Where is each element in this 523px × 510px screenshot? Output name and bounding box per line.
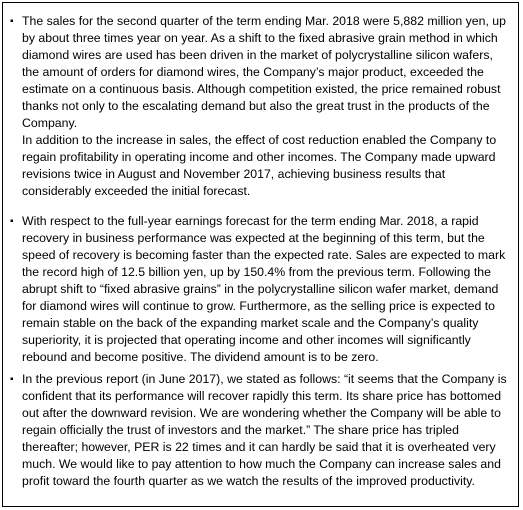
commentary-box <box>2 2 519 507</box>
bullet-icon: ▪ <box>10 16 14 27</box>
paragraph <box>10 13 510 132</box>
bullet-icon: ▪ <box>10 374 14 385</box>
bullet-icon: ▪ <box>10 216 14 227</box>
bullet-section-q2-sales <box>10 13 510 200</box>
paragraph-text: The sales for the second quarter of the term ending Mar. 2018 were 5,882 million yen, up by about three times year on year. As a shift to the fixed abrasive grain method in which diamond wires are used has been driven in the market of polycrystalline silicon wafers, the amount of orders for diamond wires, the Company’s major product, exceeded the estimate on a continuous basis. Although competition existed, the price remained robust thanks not only to the escalating demand but also the great trust in the products of the Company. <box>22 14 506 130</box>
paragraph <box>10 132 510 200</box>
paragraph-text: In the previous report (in June 2017), we stated as follows: “it seems that the Company is confident that its performance will recover rapidly this term. Its share price has bottomed out after the downward revision. We are wondering whether the Company will be able to regain officially the trust of investors and the market.” The share price has tripled thereafter; however, PER is 22 times and it can hardly be said that it is overheated very much. We would like to pay attention to how much the Company can increase sales and profit toward the fourth quarter as we watch the results of the improved productivity. <box>22 372 507 488</box>
bullet-section-forecast <box>10 213 510 366</box>
paragraph <box>10 213 510 366</box>
paragraph-text: In addition to the increase in sales, the effect of cost reduction enabled the Company to regain profitability in operating income and other incomes. The Company made upward revisions twice in August and November 2017, achieving business results that considerably exceeded the initial forecast. <box>22 133 497 198</box>
paragraph <box>10 371 510 490</box>
bullet-section-previous-report <box>10 371 510 490</box>
paragraph-text: With respect to the full-year earnings forecast for the term ending Mar. 2018, a rapid recovery in business performance was expected at the beginning of this term, but the speed of recovery is becoming faster than the expected rate. Sales are expected to mark the record high of 12.5 billion yen, up by 150.4% from the previous term. Following the abrupt shift to “fixed abrasive grains” in the polycrystalline silicon wafer market, demand for diamond wires will continue to grow. Furthermore, as the selling price is expected to remain stable on the back of the expanding market scale and the Company’s quality superiority, it is projected that operating income and other incomes will significantly rebound and become positive. The dividend amount is to be zero. <box>22 214 506 364</box>
